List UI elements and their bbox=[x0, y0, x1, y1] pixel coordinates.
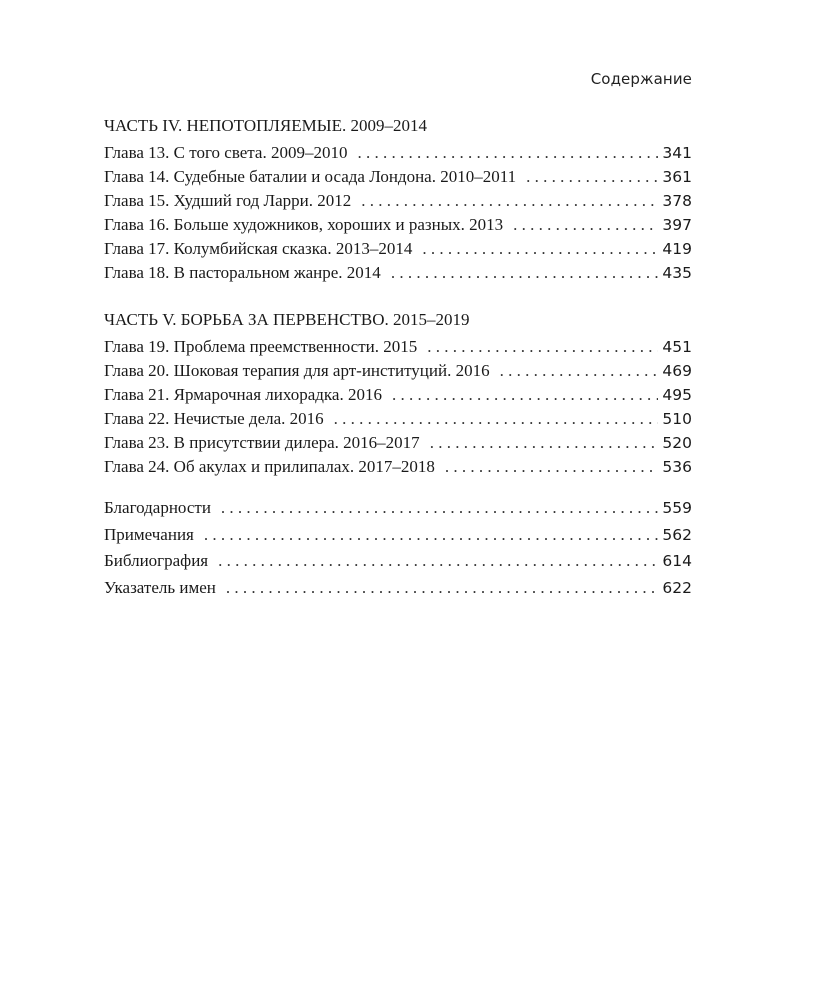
toc-entry-page: 622 bbox=[662, 578, 692, 597]
dot-leader bbox=[526, 165, 658, 189]
toc-entry[interactable] bbox=[104, 359, 692, 383]
toc-entry-page: 451 bbox=[662, 338, 692, 356]
toc-entry-title: Глава 15. Худший год Ларри. 2012 bbox=[104, 191, 352, 210]
toc-entry-page: 378 bbox=[662, 192, 692, 210]
dot-leader bbox=[500, 359, 659, 383]
toc-entry-page: 361 bbox=[662, 168, 692, 186]
toc-entry[interactable] bbox=[104, 335, 692, 359]
toc-entry-title: Глава 17. Колумбийская сказка. 2013–2014 bbox=[104, 239, 413, 258]
toc-entry-title: Глава 24. Об акулах и прилипалах. 2017–2018 bbox=[104, 457, 435, 476]
part-heading: ЧАСТЬ IV. НЕПОТОПЛЯЕМЫЕ. 2009–2014 bbox=[104, 116, 427, 135]
table-of-contents bbox=[104, 113, 692, 601]
toc-entry-page: 397 bbox=[662, 216, 692, 234]
toc-entry-backmatter[interactable] bbox=[104, 522, 692, 549]
dot-leader bbox=[334, 407, 659, 431]
toc-entry-page: 520 bbox=[662, 434, 692, 452]
toc-entry[interactable] bbox=[104, 189, 692, 213]
toc-entry-title: Глава 16. Больше художников, хороших и разных. 2013 bbox=[104, 215, 504, 234]
toc-entry-title: Благодарности bbox=[104, 498, 211, 517]
dot-leader bbox=[361, 189, 658, 213]
dot-leader bbox=[221, 495, 658, 522]
toc-entry-page: 469 bbox=[662, 362, 692, 380]
toc-entry-page: 419 bbox=[662, 240, 692, 258]
toc-entry[interactable] bbox=[104, 261, 692, 285]
toc-entry-page: 435 bbox=[662, 264, 692, 282]
toc-entry-page: 510 bbox=[662, 410, 692, 428]
toc-entry[interactable] bbox=[104, 383, 692, 407]
dot-leader bbox=[218, 548, 658, 575]
dot-leader bbox=[226, 575, 659, 602]
toc-entry[interactable] bbox=[104, 213, 692, 237]
toc-entry[interactable] bbox=[104, 165, 692, 189]
toc-entry-title: Глава 19. Проблема преемственности. 2015 bbox=[104, 337, 418, 356]
toc-entry-page: 536 bbox=[662, 458, 692, 476]
toc-entry-title: Глава 21. Ярмарочная лихорадка. 2016 bbox=[104, 385, 382, 404]
toc-entry-title: Указатель имен bbox=[104, 577, 216, 597]
toc-entry-page: 341 bbox=[662, 144, 692, 162]
running-header: Содержание bbox=[590, 70, 692, 88]
toc-entry-title: Глава 13. С того света. 2009–2010 bbox=[104, 143, 348, 162]
toc-entry-title: Глава 20. Шоковая терапия для арт-институций. 2016 bbox=[104, 361, 490, 380]
toc-entry-page: 495 bbox=[662, 386, 692, 404]
toc-entry[interactable] bbox=[104, 237, 692, 261]
toc-entry-backmatter[interactable] bbox=[104, 495, 692, 522]
dot-leader bbox=[430, 431, 659, 455]
dot-leader bbox=[422, 237, 658, 261]
toc-entry-page: 559 bbox=[662, 499, 692, 517]
dot-leader bbox=[204, 522, 659, 549]
section-spacer bbox=[104, 479, 692, 495]
dot-leader bbox=[392, 383, 658, 407]
toc-entry-title: Глава 14. Судебные баталии и осада Лондона. 2010–2011 bbox=[104, 167, 517, 186]
section-spacer bbox=[104, 285, 692, 307]
toc-entry-title: Глава 22. Нечистые дела. 2016 bbox=[104, 409, 324, 428]
toc-entry-title: Библиография bbox=[104, 551, 209, 570]
toc-entry[interactable] bbox=[104, 431, 692, 455]
toc-entry[interactable] bbox=[104, 455, 692, 479]
toc-entry[interactable] bbox=[104, 141, 692, 165]
toc-entry-page: 614 bbox=[662, 552, 692, 570]
toc-entry-title: Глава 18. В пасторальном жанре. 2014 bbox=[104, 263, 381, 282]
toc-entry-backmatter[interactable] bbox=[104, 575, 692, 602]
dot-leader bbox=[513, 213, 658, 237]
toc-entry-title: Примечания bbox=[104, 524, 194, 544]
toc-entry-page: 562 bbox=[662, 525, 692, 544]
dot-leader bbox=[391, 261, 659, 285]
dot-leader bbox=[445, 455, 659, 479]
toc-entry[interactable] bbox=[104, 407, 692, 431]
dot-leader bbox=[357, 141, 658, 165]
toc-entry-title: Глава 23. В присутствии дилера. 2016–2017 bbox=[104, 433, 420, 452]
toc-entry-backmatter[interactable] bbox=[104, 548, 692, 575]
part-heading: ЧАСТЬ V. БОРЬБА ЗА ПЕРВЕНСТВО. 2015–2019 bbox=[104, 310, 470, 329]
dot-leader bbox=[427, 335, 658, 359]
